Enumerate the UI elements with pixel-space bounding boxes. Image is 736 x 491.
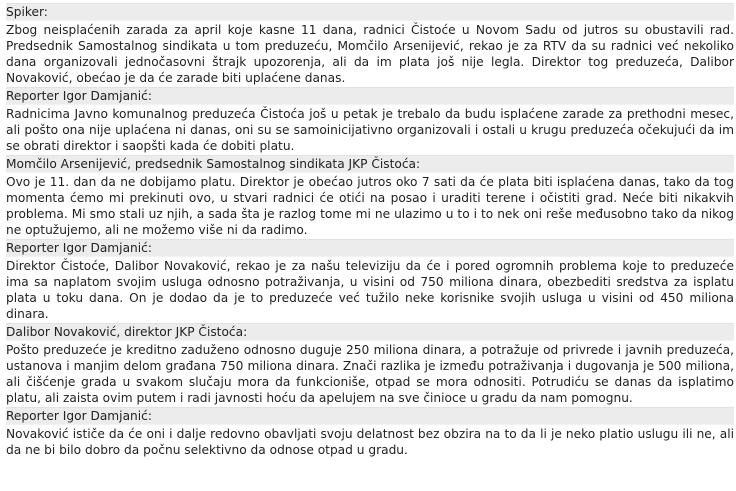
transcript-text: Novaković ističe da će oni i dalje redovno obavljati svoju delatnost bez obzira na to da li je neko platio uslugu ili ne, ali da ne bi bilo dobro da počnu selektivno da odnose otpad u gradu. [6,427,734,457]
transcript-text: Ovo je 11. dan da ne dobijamo platu. Direktor je obećao jutros oko 7 sati da će plata biti isplaćena danas, tako da tog momenta ćemo mi prekinuti ovo, u stvari radnici će otići na posao i uraditi terene i očistiti grad. Neće biti nikakvih problema. Mi smo stali uz njih, a sada šta je razlog tome mi ne ulazimo u to i to nek oni reše međusobno tako da nikog ne optužujemo, ali ne možemo više ni da radimo. [6,175,734,237]
transcript-block [6,87,734,154]
transcript-block [6,3,734,86]
transcript-block [6,407,734,458]
transcript-text: Radnicima Javno komunalnog preduzeća Čistoća još u petak je trebalo da budu isplaćene zarade za prethodni mesec, ali pošto ona nije uplaćena ni danas, oni su se samoinicijativno organizovali i ostali u krugu preduzeća očekujući da im se obrati direktor i saopšti kada će dobiti platu. [6,107,734,153]
speaker-label: Reporter Igor Damjanić: [6,407,734,425]
speaker-label: Spiker: [6,3,734,21]
transcript-text: Pošto preduzeće je kreditno zaduženo odnosno duguje 250 miliona dinara, a potražuje od privrede i javnih preduzeća, ustanova i manjim delom građana 750 miliona dinara. Znači razlika je između potraživanja i dugovanja je 500 miliona, ali čišćenje grada u svakom slučaju mora da funkcioniše, otpad se mora odnositi. Potrudiću se danas da isplatimo platu, ali zaista ovim putem i radi javnosti hoću da apelujem na sve činioce u gradu da nam pomognu. [6,343,734,405]
speaker-label: Momčilo Arsenijević, predsednik Samostalnog sindikata JKP Čistoća: [6,155,734,173]
transcript-block [6,323,734,406]
transcript-block [6,239,734,322]
speaker-label: Reporter Igor Damjanić: [6,239,734,257]
transcript-text: Direktor Čistoće, Dalibor Novaković, rekao je za našu televiziju da će i pored ogromnih problema koje to preduzeće ima sa naplatom svojim usluga odnosno potraživanja, u visini od 750 miliona dinara, obezbediti sredstva za isplatu plata u toku dana. On je dodao da je to preduzeće već tužilo neke korisnike svojih usluga u visini od 450 miliona dinara. [6,259,734,321]
transcript-text: Zbog neisplaćenih zarada za april koje kasne 11 dana, radnici Čistoće u Novom Sadu od jutros su obustavili rad. Predsednik Samostalnog sindikata u tom preduzeću, Momčilo Arsenijević, rekao je za RTV da su radnici već nekoliko dana organizovali jednočasovni štrajk upozorenja, ali da im plata još nije legla. Direktor tog preduzeća, Dalibor Novaković, obećao je da će zarade biti uplaćene danas. [6,23,734,85]
speaker-label: Reporter Igor Damjanić: [6,87,734,105]
speaker-label: Dalibor Novaković, direktor JKP Čistoća: [6,323,734,341]
transcript-block [6,155,734,238]
